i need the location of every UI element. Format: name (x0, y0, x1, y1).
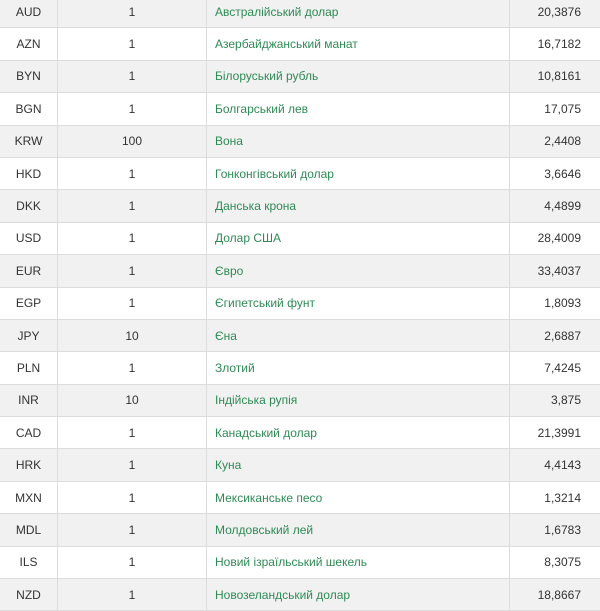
currency-units: 10 (58, 384, 207, 416)
currency-code: EUR (0, 255, 58, 287)
exchange-rate: 1,3214 (510, 481, 600, 513)
currency-name-cell (207, 481, 510, 513)
currency-code: MXN (0, 481, 58, 513)
currency-row-mxn (0, 481, 600, 513)
currency-units: 1 (58, 514, 207, 546)
currency-name-cell (207, 384, 510, 416)
currency-code: HRK (0, 449, 58, 481)
currency-name-cell (207, 60, 510, 92)
currency-row-jpy (0, 319, 600, 351)
currency-code: HKD (0, 157, 58, 189)
currency-units: 1 (58, 449, 207, 481)
currency-row-usd (0, 222, 600, 254)
currency-code: BGN (0, 93, 58, 125)
currency-name-link[interactable]: Мексиканське песо (215, 491, 322, 505)
currency-row-byn (0, 60, 600, 92)
currency-row-pln (0, 352, 600, 384)
currency-row-egp (0, 287, 600, 319)
currency-units: 1 (58, 222, 207, 254)
currency-units: 1 (58, 417, 207, 449)
currency-name-cell (207, 352, 510, 384)
currency-name-cell (207, 319, 510, 351)
exchange-rate: 21,3991 (510, 417, 600, 449)
exchange-rate: 18,8667 (510, 579, 600, 611)
currency-name-link[interactable]: Австралійський долар (215, 5, 338, 19)
exchange-rate: 33,4037 (510, 255, 600, 287)
currency-code: PLN (0, 352, 58, 384)
exchange-rate: 4,4143 (510, 449, 600, 481)
currency-units: 1 (58, 287, 207, 319)
currency-units: 1 (58, 93, 207, 125)
currency-name-cell (207, 287, 510, 319)
currency-units: 1 (58, 190, 207, 222)
currency-name-link[interactable]: Новозеландський долар (215, 588, 350, 602)
currency-name-link[interactable]: Долар США (215, 231, 281, 245)
currency-units: 1 (58, 28, 207, 60)
exchange-rate: 2,6887 (510, 319, 600, 351)
currency-code: NZD (0, 579, 58, 611)
currency-name-link[interactable]: Молдовський лей (215, 523, 313, 537)
currency-code: AUD (0, 0, 58, 28)
currency-name-cell (207, 93, 510, 125)
currency-name-link[interactable]: Білоруський рубль (215, 69, 318, 83)
currency-units: 1 (58, 60, 207, 92)
currency-name-link[interactable]: Азербайджанський манат (215, 37, 358, 51)
currency-row-eur (0, 255, 600, 287)
currency-row-nzd (0, 579, 600, 611)
currency-row-ils (0, 546, 600, 578)
currency-name-cell (207, 579, 510, 611)
currency-row-krw (0, 125, 600, 157)
currency-code: EGP (0, 287, 58, 319)
currency-name-link[interactable]: Індійська рупія (215, 393, 297, 407)
currency-name-cell (207, 125, 510, 157)
currency-row-hrk (0, 449, 600, 481)
currency-row-dkk (0, 190, 600, 222)
currency-row-cad (0, 417, 600, 449)
currency-units: 1 (58, 255, 207, 287)
currency-units: 1 (58, 579, 207, 611)
currency-name-link[interactable]: Єна (215, 329, 237, 343)
exchange-rate: 20,3876 (510, 0, 600, 28)
currency-code: BYN (0, 60, 58, 92)
currency-name-link[interactable]: Канадський долар (215, 426, 317, 440)
exchange-rate: 4,4899 (510, 190, 600, 222)
exchange-rate: 2,4408 (510, 125, 600, 157)
currency-code: DKK (0, 190, 58, 222)
currency-name-cell (207, 546, 510, 578)
currency-code: CAD (0, 417, 58, 449)
currency-name-cell (207, 0, 510, 28)
currency-row-aud (0, 0, 600, 28)
currency-name-link[interactable]: Новий ізраїльський шекель (215, 555, 367, 569)
exchange-rate: 7,4245 (510, 352, 600, 384)
currency-units: 1 (58, 546, 207, 578)
currency-row-inr (0, 384, 600, 416)
currency-name-link[interactable]: Куна (215, 458, 241, 472)
currency-name-link[interactable]: Данська крона (215, 199, 296, 213)
exchange-rate: 3,875 (510, 384, 600, 416)
currency-code: MDL (0, 514, 58, 546)
currency-code: KRW (0, 125, 58, 157)
currency-units: 1 (58, 157, 207, 189)
currency-code: INR (0, 384, 58, 416)
currency-name-link[interactable]: Єгипетський фунт (215, 296, 315, 310)
currency-name-cell (207, 255, 510, 287)
currency-name-cell (207, 28, 510, 60)
currency-name-cell (207, 157, 510, 189)
currency-units: 1 (58, 0, 207, 28)
exchange-rate: 1,8093 (510, 287, 600, 319)
currency-name-cell (207, 190, 510, 222)
currency-row-azn (0, 28, 600, 60)
currency-units: 10 (58, 319, 207, 351)
currency-code: AZN (0, 28, 58, 60)
currency-code: ILS (0, 546, 58, 578)
currency-name-cell (207, 449, 510, 481)
currency-units: 100 (58, 125, 207, 157)
currency-code: JPY (0, 319, 58, 351)
currency-name-link[interactable]: Злотий (215, 361, 255, 375)
currency-name-cell (207, 514, 510, 546)
currency-name-link[interactable]: Гонконгівський долар (215, 167, 334, 181)
currency-name-link[interactable]: Вона (215, 134, 243, 148)
exchange-rate: 1,6783 (510, 514, 600, 546)
exchange-rate: 16,7182 (510, 28, 600, 60)
exchange-rate: 28,4009 (510, 222, 600, 254)
currency-name-link[interactable]: Євро (215, 264, 243, 278)
currency-units: 1 (58, 352, 207, 384)
currency-row-mdl (0, 514, 600, 546)
currency-name-cell (207, 417, 510, 449)
currency-row-hkd (0, 157, 600, 189)
currency-units: 1 (58, 481, 207, 513)
currency-code: USD (0, 222, 58, 254)
currency-name-link[interactable]: Болгарський лев (215, 102, 308, 116)
exchange-rate: 10,8161 (510, 60, 600, 92)
exchange-rate: 8,3075 (510, 546, 600, 578)
currency-row-bgn (0, 93, 600, 125)
currency-name-cell (207, 222, 510, 254)
exchange-rate: 3,6646 (510, 157, 600, 189)
exchange-rate: 17,075 (510, 93, 600, 125)
